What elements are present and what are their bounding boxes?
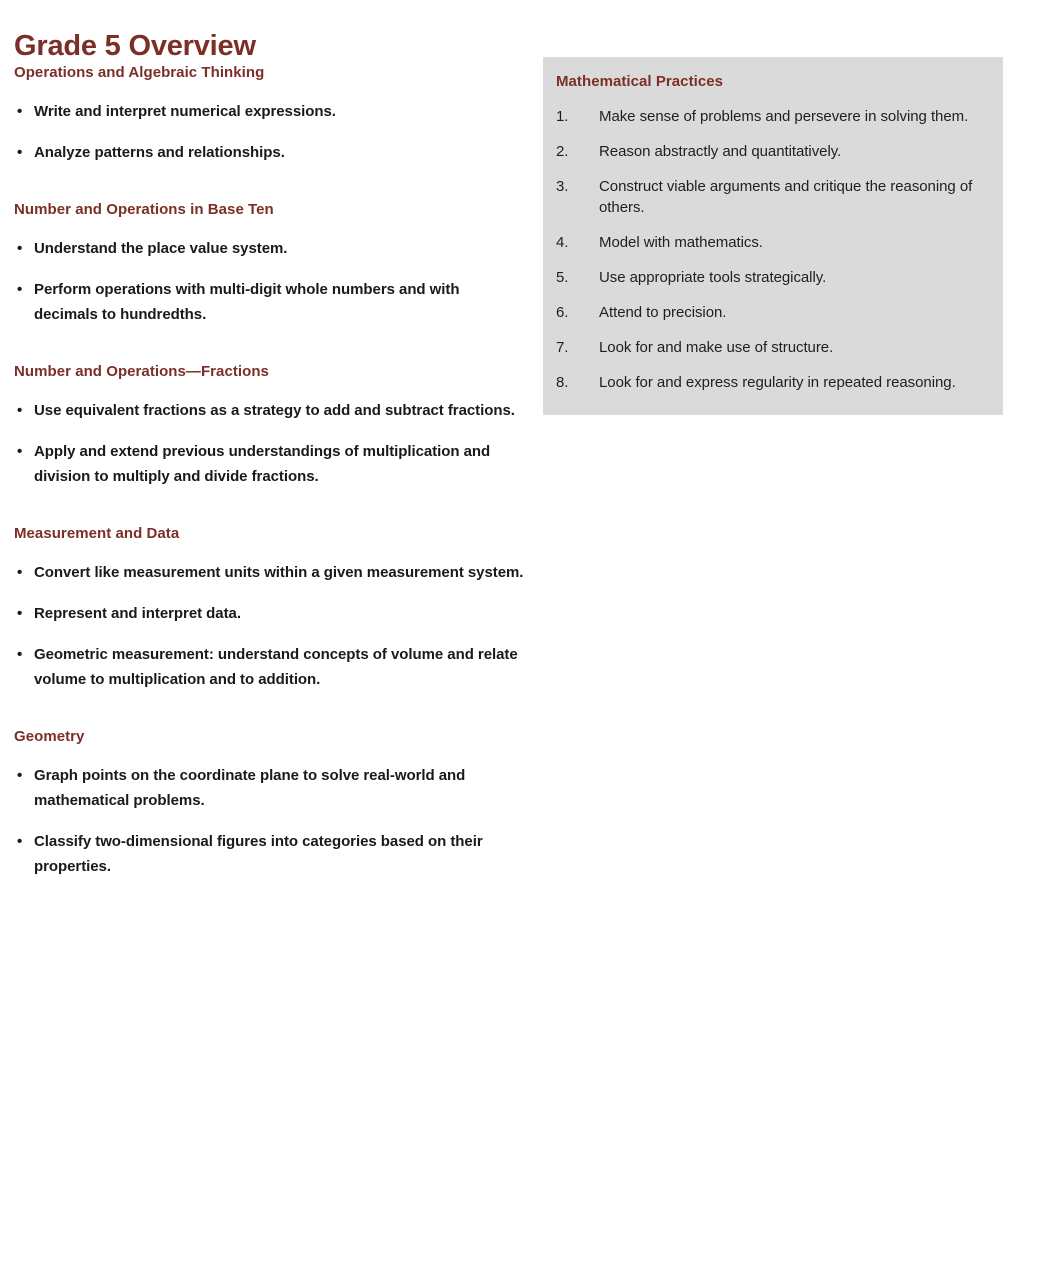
bullet-icon: • bbox=[17, 564, 23, 581]
section-bullet-list bbox=[14, 560, 524, 692]
list-item bbox=[556, 372, 987, 393]
section-heading: Number and Operations in Base Ten bbox=[14, 201, 274, 218]
section-bullet-list bbox=[14, 398, 524, 489]
list-item-label: Use appropriate tools strategically. bbox=[599, 269, 827, 286]
list-item bbox=[14, 763, 524, 813]
section-bullet-list bbox=[14, 99, 524, 165]
section-heading: Measurement and Data bbox=[14, 525, 180, 542]
list-item bbox=[14, 236, 524, 261]
bullet-icon: • bbox=[17, 605, 23, 622]
bullet-icon: • bbox=[17, 767, 23, 784]
list-item-label: Understand the place value system. bbox=[34, 240, 288, 257]
list-item-number: 7. bbox=[556, 339, 569, 356]
list-item bbox=[556, 267, 987, 288]
bullet-icon: • bbox=[17, 646, 23, 663]
list-item-number: 1. bbox=[556, 108, 569, 125]
list-item bbox=[14, 439, 524, 489]
list-item-label: Use equivalent fractions as a strategy to add and subtract fractions. bbox=[34, 402, 515, 419]
section-heading: Operations and Algebraic Thinking bbox=[14, 64, 265, 81]
panel-heading: Mathematical Practices bbox=[556, 73, 724, 90]
list-item-label: Perform operations with multi-digit whole numbers and with decimals to hundredths. bbox=[34, 281, 460, 323]
list-item bbox=[556, 337, 987, 358]
list-item bbox=[14, 560, 524, 585]
list-item bbox=[14, 398, 524, 423]
list-item-label: Apply and extend previous understandings of multiplication and division to multiply and divide fractions. bbox=[34, 443, 491, 485]
list-item-label: Attend to precision. bbox=[599, 304, 727, 321]
list-item-label: Convert like measurement units within a given measurement system. bbox=[34, 564, 524, 581]
section-geometry bbox=[14, 726, 524, 879]
section-heading: Geometry bbox=[14, 728, 85, 745]
section-bullet-list bbox=[14, 236, 524, 327]
mathematical-practices-list bbox=[556, 106, 987, 393]
list-item-number: 3. bbox=[556, 178, 569, 195]
bullet-icon: • bbox=[17, 402, 23, 419]
list-item-number: 6. bbox=[556, 304, 569, 321]
bullet-icon: • bbox=[17, 103, 23, 120]
list-item-label: Geometric measurement: understand concepts of volume and relate volume to multiplication and to addition. bbox=[34, 646, 518, 688]
section-number-and-operations-in-base-ten bbox=[14, 199, 524, 327]
list-item-label: Graph points on the coordinate plane to solve real-world and mathematical problems. bbox=[34, 767, 466, 809]
list-item-label: Look for and make use of structure. bbox=[599, 339, 834, 356]
page-title: Grade 5 Overview bbox=[14, 30, 256, 63]
list-item bbox=[556, 232, 987, 253]
mathematical-practices-panel bbox=[543, 57, 1003, 415]
list-item bbox=[14, 829, 524, 879]
list-item-label: Model with mathematics. bbox=[599, 234, 763, 251]
bullet-icon: • bbox=[17, 240, 23, 257]
bullet-icon: • bbox=[17, 281, 23, 298]
section-bullet-list bbox=[14, 763, 524, 879]
list-item bbox=[14, 277, 524, 327]
list-item bbox=[14, 601, 524, 626]
bullet-icon: • bbox=[17, 144, 23, 161]
section-number-and-operations-fractions bbox=[14, 361, 524, 489]
bullet-icon: • bbox=[17, 443, 23, 460]
list-item bbox=[556, 106, 987, 127]
list-item-label: Classify two-dimensional figures into categories based on their properties. bbox=[34, 833, 483, 875]
section-measurement-and-data bbox=[14, 523, 524, 692]
list-item-label: Represent and interpret data. bbox=[34, 605, 241, 622]
list-item-number: 8. bbox=[556, 374, 569, 391]
list-item-label: Analyze patterns and relationships. bbox=[34, 144, 285, 161]
list-item-number: 2. bbox=[556, 143, 569, 160]
list-item bbox=[14, 642, 524, 692]
list-item-label: Construct viable arguments and critique the reasoning of others. bbox=[599, 178, 973, 216]
list-item bbox=[556, 141, 987, 162]
standards-domain-column bbox=[14, 62, 524, 879]
list-item-label: Reason abstractly and quantitatively. bbox=[599, 143, 842, 160]
list-item-label: Write and interpret numerical expressions. bbox=[34, 103, 336, 120]
list-item-label: Make sense of problems and persevere in solving them. bbox=[599, 108, 969, 125]
list-item-number: 5. bbox=[556, 269, 569, 286]
list-item-number: 4. bbox=[556, 234, 569, 251]
list-item bbox=[556, 302, 987, 323]
section-heading: Number and Operations—Fractions bbox=[14, 363, 269, 380]
list-item-label: Look for and express regularity in repeated reasoning. bbox=[599, 374, 956, 391]
bullet-icon: • bbox=[17, 833, 23, 850]
list-item bbox=[14, 99, 524, 124]
list-item bbox=[14, 140, 524, 165]
section-operations-and-algebraic-thinking bbox=[14, 62, 524, 165]
list-item bbox=[556, 176, 987, 218]
